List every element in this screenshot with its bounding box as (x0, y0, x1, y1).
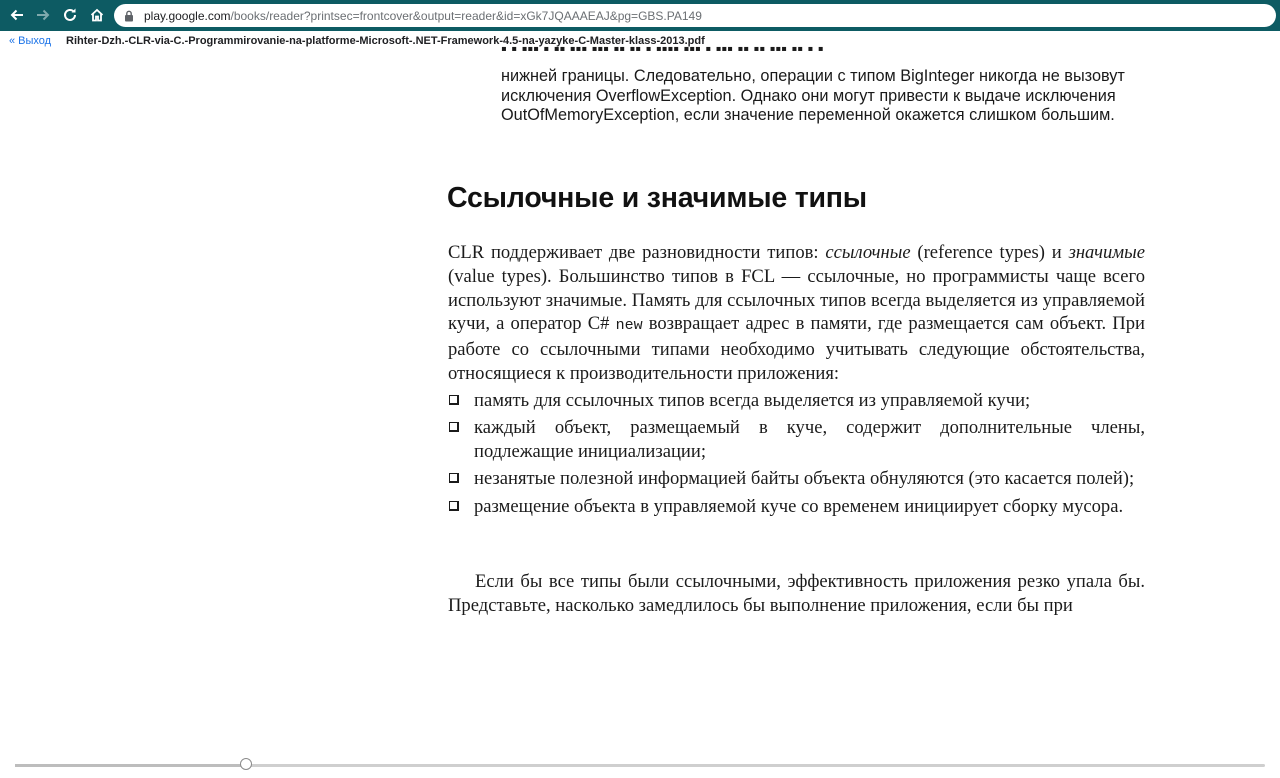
list-item-text: незанятые полезной информацией байты объекта обнуляются (это касается полей); (474, 468, 1135, 490)
list-item-text: каждый объект, размещаемый в куче, содержит дополнительные члены, подлежащие инициализации; (474, 417, 1145, 463)
bullet-list (448, 389, 1145, 522)
intro-text-3: (value types). Большинство типов в FCL — ссылочные, но программисты чаще всего используют значимые. Память для ссылочных типов всегда выделяется из управляемой кучи, а оператор C# (448, 265, 1145, 335)
list-item (448, 389, 1145, 413)
section-heading: Ссылочные и значимые типы (447, 182, 867, 214)
list-item-text: память для ссылочных типов всегда выделяется из управляемой кучи; (474, 390, 1031, 411)
checkbox-bullet-icon (449, 395, 459, 405)
address-bar[interactable] (114, 4, 1276, 27)
page-slider[interactable] (15, 764, 1265, 767)
page-slider-fill (15, 764, 246, 767)
back-arrow-icon[interactable] (6, 4, 28, 26)
checkbox-bullet-icon (449, 473, 459, 483)
document-title: Rihter-Dzh.-CLR-via-C.-Programmirovanie-na-platforme-Microsoft-.NET-Framework-4.5-na-yazyke-C-Master-klass-2013.pdf (66, 35, 705, 47)
reload-icon[interactable] (59, 4, 81, 26)
home-icon[interactable] (86, 4, 108, 26)
checkbox-bullet-icon (449, 422, 459, 432)
checkbox-bullet-icon (449, 501, 459, 511)
closing-paragraph: Если бы все типы были ссылочными, эффективность приложения резко упала бы. Представьте, насколько замедлилось бы выполнение приложения, если бы при (448, 571, 1145, 616)
intro-emphasis-reference: ссылочные (825, 242, 911, 263)
code-new: new (615, 317, 643, 335)
cut-off-line: ▪ ▪ ▪▪▪ ▪ ▪▪ ▪▪▪ ▪▪▪ ▪▪ ▪▪ ▪ ▪▪▪▪ ▪▪▪ ▪ ▪▪▪ ▪▪ ▪▪ ▪▪▪ ▪▪ ▪ ▪ (501, 40, 824, 58)
url-host: play.google.com (144, 8, 231, 23)
list-item (448, 416, 1145, 464)
top-paragraph: нижней границы. Следовательно, операции с типом BigInteger никогда не вызовут исключения OverflowException. Однако они могут привести к выдаче исключения OutOfMemoryException, если значение переменной окажется слишком большим. (501, 67, 1125, 124)
page-slider-thumb[interactable] (240, 758, 252, 770)
intro-emphasis-value: значимые (1068, 242, 1145, 263)
forward-arrow-icon[interactable] (32, 4, 54, 26)
exit-link[interactable]: « Выход (9, 35, 52, 47)
url-path: /books/reader?printsec=frontcover&output=reader&id=xGk7JQAAAEAJ&pg=GBS.PA149 (230, 8, 702, 23)
intro-text-4: возвращает адрес в памяти, где размещается сам объект. При работе со ссылочными типами необходимо учитывать следующие обстоятельства, относящиеся к производительности приложения: (448, 313, 1145, 384)
url-text[interactable] (144, 9, 702, 23)
lock-icon[interactable] (124, 10, 136, 22)
intro-text-1: CLR поддерживает две разновидности типов: (448, 242, 826, 263)
list-item (448, 495, 1145, 519)
list-item (448, 467, 1145, 491)
intro-text-2: (reference types) и (910, 242, 1069, 263)
list-item-text: размещение объекта в управляемой куче со временем инициирует сборку мусора. (474, 495, 1124, 517)
intro-paragraph (448, 241, 1145, 386)
browser-toolbar (0, 0, 1280, 31)
